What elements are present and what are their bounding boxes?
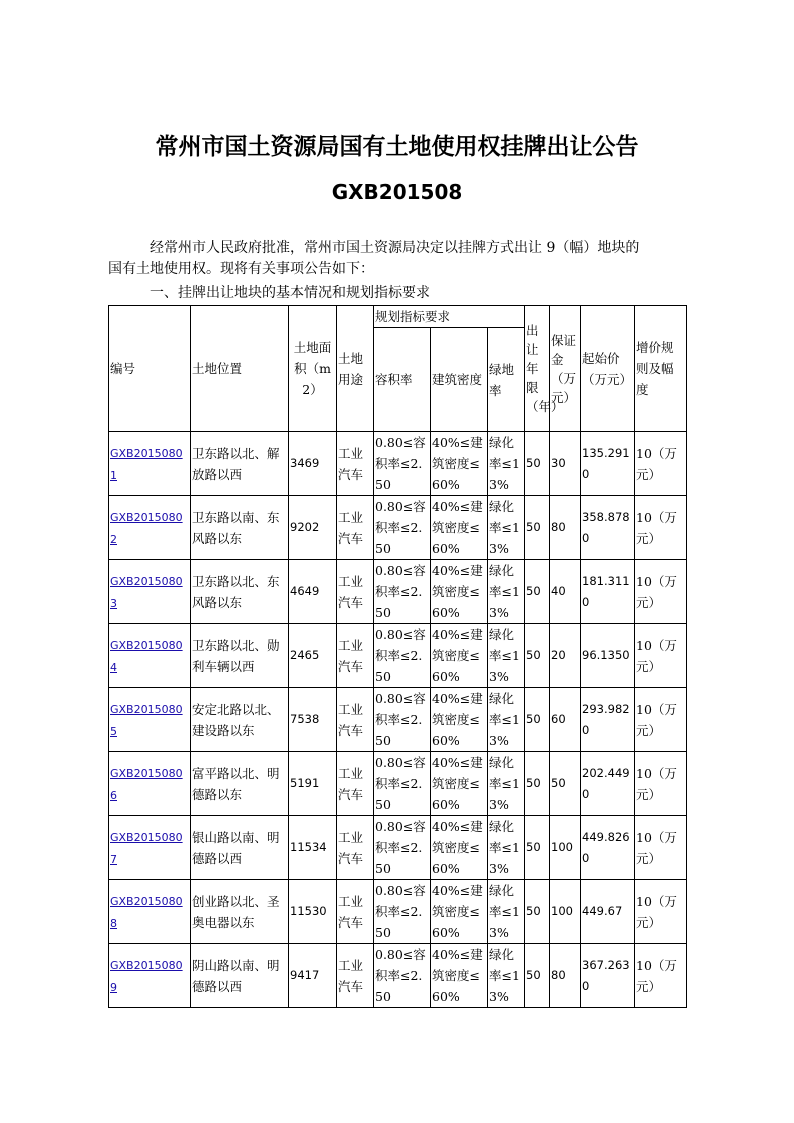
- lot-far: 0.80≤容积率≤2.50: [374, 560, 431, 624]
- lot-start-price: 449.8260: [581, 816, 635, 880]
- lot-deposit: 20: [550, 624, 581, 688]
- lot-term: 50: [525, 944, 550, 1008]
- lot-id-link[interactable]: GXB20150807: [110, 830, 183, 866]
- table-row: [109, 560, 687, 624]
- header-start-price: 起始价（万元）: [581, 306, 635, 432]
- lot-area: 11530: [289, 880, 337, 944]
- lot-far: 0.80≤容积率≤2.50: [374, 496, 431, 560]
- lot-start-price: 293.9820: [581, 688, 635, 752]
- lot-use: 工业汽车: [337, 432, 374, 496]
- lot-deposit: 40: [550, 560, 581, 624]
- header-term: 出让年限（年）: [525, 306, 550, 432]
- lot-area: 2465: [289, 624, 337, 688]
- lot-id-link[interactable]: GXB20150809: [110, 958, 183, 994]
- lot-density: 40%≤建筑密度≤60%: [431, 880, 488, 944]
- lot-use: 工业汽车: [337, 624, 374, 688]
- lot-location: 卫东路以南、东风路以东: [191, 496, 289, 560]
- lot-area: 9202: [289, 496, 337, 560]
- lot-location: 卫东路以北、解放路以西: [191, 432, 289, 496]
- lot-density: 40%≤建筑密度≤60%: [431, 816, 488, 880]
- lot-use: 工业汽车: [337, 496, 374, 560]
- lot-density: 40%≤建筑密度≤60%: [431, 560, 488, 624]
- lot-area: 7538: [289, 688, 337, 752]
- lot-use: 工业汽车: [337, 880, 374, 944]
- header-deposit: 保证金（万元）: [550, 306, 581, 432]
- lot-location: 阴山路以南、明德路以西: [191, 944, 289, 1008]
- table-row: [109, 432, 687, 496]
- lot-increment: 10（万元）: [635, 880, 687, 944]
- section-heading: 一、挂牌出让地块的基本情况和规划指标要求: [150, 285, 430, 301]
- lot-id-link[interactable]: GXB20150805: [110, 702, 183, 738]
- lot-term: 50: [525, 624, 550, 688]
- lot-density: 40%≤建筑密度≤60%: [431, 752, 488, 816]
- lot-location: 创业路以北、圣奥电器以东: [191, 880, 289, 944]
- lot-increment: 10（万元）: [635, 944, 687, 1008]
- lot-deposit: 100: [550, 880, 581, 944]
- lot-id-link[interactable]: GXB20150801: [110, 446, 183, 482]
- table-row: [109, 944, 687, 1008]
- header-id: 编号: [109, 306, 191, 432]
- lot-far: 0.80≤容积率≤2.50: [374, 816, 431, 880]
- header-area: 土地面积（m2）: [289, 306, 337, 432]
- lot-area: 11534: [289, 816, 337, 880]
- lot-area: 9417: [289, 944, 337, 1008]
- lot-term: 50: [525, 688, 550, 752]
- lot-location: 卫东路以北、勋利车辆以西: [191, 624, 289, 688]
- lot-green: 绿化率≤13%: [488, 560, 525, 624]
- lot-use: 工业汽车: [337, 944, 374, 1008]
- lot-green: 绿化率≤13%: [488, 432, 525, 496]
- lot-density: 40%≤建筑密度≤60%: [431, 432, 488, 496]
- table-row: [109, 880, 687, 944]
- lot-density: 40%≤建筑密度≤60%: [431, 944, 488, 1008]
- lot-green: 绿化率≤13%: [488, 624, 525, 688]
- land-lots-table: [108, 305, 687, 1008]
- lot-increment: 10（万元）: [635, 432, 687, 496]
- lot-area: 4649: [289, 560, 337, 624]
- announcement-code: GXB201508: [331, 180, 463, 204]
- lot-increment: 10（万元）: [635, 560, 687, 624]
- lot-deposit: 50: [550, 752, 581, 816]
- lot-term: 50: [525, 752, 550, 816]
- lot-use: 工业汽车: [337, 752, 374, 816]
- table-row: [109, 496, 687, 560]
- lot-location: 卫东路以北、东风路以东: [191, 560, 289, 624]
- lot-deposit: 80: [550, 944, 581, 1008]
- header-use: 土地用途: [337, 306, 374, 432]
- lot-green: 绿化率≤13%: [488, 688, 525, 752]
- lot-id-link[interactable]: GXB20150803: [110, 574, 183, 610]
- lot-start-price: 202.4490: [581, 752, 635, 816]
- table-header-row: [109, 306, 687, 328]
- lot-area: 5191: [289, 752, 337, 816]
- header-location: 土地位置: [191, 306, 289, 432]
- table-row: [109, 816, 687, 880]
- lot-start-price: 367.2630: [581, 944, 635, 1008]
- lot-increment: 10（万元）: [635, 496, 687, 560]
- lot-density: 40%≤建筑密度≤60%: [431, 624, 488, 688]
- lot-far: 0.80≤容积率≤2.50: [374, 752, 431, 816]
- lot-start-price: 181.3110: [581, 560, 635, 624]
- lot-term: 50: [525, 496, 550, 560]
- lot-id-link[interactable]: GXB20150802: [110, 510, 183, 546]
- lot-deposit: 30: [550, 432, 581, 496]
- lot-green: 绿化率≤13%: [488, 752, 525, 816]
- lot-far: 0.80≤容积率≤2.50: [374, 880, 431, 944]
- lot-green: 绿化率≤13%: [488, 816, 525, 880]
- lot-term: 50: [525, 816, 550, 880]
- lot-green: 绿化率≤13%: [488, 880, 525, 944]
- lot-start-price: 96.1350: [581, 624, 635, 688]
- lot-far: 0.80≤容积率≤2.50: [374, 432, 431, 496]
- header-density: 建筑密度: [431, 328, 488, 432]
- lot-id-link[interactable]: GXB20150808: [110, 894, 183, 930]
- lot-use: 工业汽车: [337, 560, 374, 624]
- lot-deposit: 100: [550, 816, 581, 880]
- lot-density: 40%≤建筑密度≤60%: [431, 496, 488, 560]
- lot-location: 安定北路以北、建设路以东: [191, 688, 289, 752]
- header-increment: 增价规则及幅度: [635, 306, 687, 432]
- lot-density: 40%≤建筑密度≤60%: [431, 688, 488, 752]
- header-far: 容积率: [374, 328, 431, 432]
- lot-far: 0.80≤容积率≤2.50: [374, 624, 431, 688]
- lot-location: 银山路以南、明德路以西: [191, 816, 289, 880]
- lot-increment: 10（万元）: [635, 816, 687, 880]
- lot-start-price: 358.8780: [581, 496, 635, 560]
- lot-start-price: 449.67: [581, 880, 635, 944]
- table-row: [109, 752, 687, 816]
- lot-term: 50: [525, 880, 550, 944]
- lot-green: 绿化率≤13%: [488, 944, 525, 1008]
- table-row: [109, 624, 687, 688]
- header-green: 绿地率: [488, 328, 525, 432]
- table-row: [109, 688, 687, 752]
- lot-far: 0.80≤容积率≤2.50: [374, 688, 431, 752]
- lot-deposit: 80: [550, 496, 581, 560]
- document-title: 常州市国土资源局国有土地使用权挂牌出让公告: [155, 133, 639, 160]
- lot-term: 50: [525, 560, 550, 624]
- lot-id-link[interactable]: GXB20150804: [110, 638, 183, 674]
- lot-start-price: 135.2910: [581, 432, 635, 496]
- lot-increment: 10（万元）: [635, 688, 687, 752]
- lot-increment: 10（万元）: [635, 752, 687, 816]
- header-planning-group: 规划指标要求: [374, 306, 525, 328]
- intro-paragraph: 经常州市人民政府批准，常州市国土资源局决定以挂牌方式出让 9（幅）地块的国有土地使用权。现将有关事项公告如下：: [108, 240, 640, 277]
- lot-use: 工业汽车: [337, 816, 374, 880]
- lot-term: 50: [525, 432, 550, 496]
- lot-area: 3469: [289, 432, 337, 496]
- lot-use: 工业汽车: [337, 688, 374, 752]
- lot-id-link[interactable]: GXB20150806: [110, 766, 183, 802]
- lot-far: 0.80≤容积率≤2.50: [374, 944, 431, 1008]
- lot-green: 绿化率≤13%: [488, 496, 525, 560]
- lot-location: 富平路以北、明德路以东: [191, 752, 289, 816]
- lot-increment: 10（万元）: [635, 624, 687, 688]
- lot-deposit: 60: [550, 688, 581, 752]
